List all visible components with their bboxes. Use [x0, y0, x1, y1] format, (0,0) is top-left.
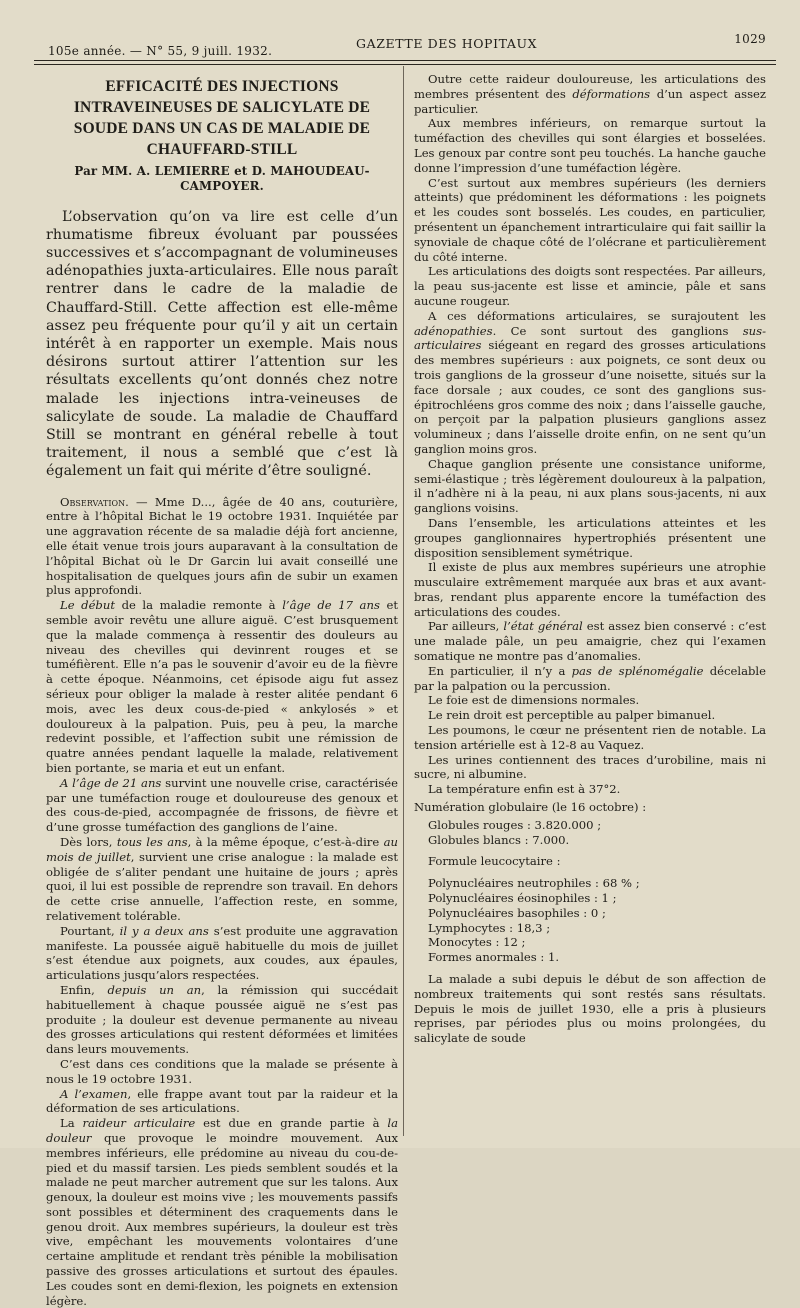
formes-anormales: Formes anormales : 1.: [428, 950, 560, 965]
age21-paragraph: A l’âge de 21 ans survint une nouvelle crise, caractérisée par une tuméfaction rouge et douloureuse des genoux et des cous-de-pied, accompagnée de frissons, de fièvre et d’une grosse tuméfaction des ganglions de l’aine.: [46, 775, 398, 835]
article-body-right: [414, 72, 766, 1046]
lymphocytes: Lymphocytes : 18,3 ;: [428, 920, 551, 935]
rein-line: Le rein droit est perceptible au palper bimanuel.: [428, 708, 716, 723]
pourtant-paragraph: Pourtant, il y a deux ans s’est produite une aggravation manifeste. La poussée aiguë habituelle du mois de juillet s’est étendue aux poignets, aux coudes, aux épaules, articulations jusqu’alors respectées.: [46, 923, 398, 983]
raideur-paragraph: La raideur articulaire est due en grande partie à la douleur que provoque le moindre mouvement. Aux membres inférieurs, elle prédomine au niveau du cou-de-pied et du massif tarsien. Les pieds semblent soudés et la malade ne peut marcher autrement que sur les talons. Aux genoux, la douleur est moins vive ; les mouvements passifs sont possibles et déterminent des craquements dans le genou droit. Aux membres supérieurs, la douleur est très vive, empêchant les mouvements volontaires d’une certaine amplitude et rendant très pénible la mobilisation passive des grosses articulations et surtout des épaules. Les coudes sont en demi-flexion, les poignets en extension légère.: [46, 1116, 398, 1308]
neutrophiles: Polynucléaires neutrophiles : 68 % ;: [428, 876, 640, 891]
globules-rouges: Globules rouges : 3.820.000 ;: [428, 817, 602, 832]
enfin-paragraph: Enfin, depuis un an, la rémission qui succédait habituellement à chaque poussée aiguë ne s’est pas produite ; la douleur est devenue permanente au niveau des grosses articulations qui restent déformées et limitées dans leurs mouvements.: [46, 982, 398, 1057]
blood-count: [414, 800, 766, 972]
intro-paragraph: L’observation qu’on va lire est celle d’un rhumatisme fibreux évoluant par poussées successives et s’accompagnant de volumineuses adénopathies juxta-articulaires. Elle nous paraît rentrer dans le cadre de la maladie de Chauffard-Still. Cette affection est elle-même assez peu fréquente pour qu’il y ait un certain intérêt à en rapporter un exemple. Mais nous désirons surtout attirer l’attention sur les résultats excellents qu’ont donnés chez notre malade les injections intra-veineuses de salicylate de soude. La maladie de Chauffard Still se montrant en général rebelle à tout traitement, il nous a semblé que c’est là également un fait qui mérite d’être souligné.: [46, 208, 398, 480]
basophiles: Polynucléaires basophiles : 0 ;: [428, 905, 606, 920]
eosinophiles: Polynucléaires éosinophiles : 1 ;: [428, 891, 617, 906]
conditions-paragraph: C’est dans ces conditions que la malade se présente à nous le 19 octobre 1931.: [46, 1056, 398, 1086]
poumons-paragraph: Les poumons, le cœur ne présentent rien de notable. La tension artérielle est à 12-8 au Vaquez.: [414, 723, 766, 752]
doigts-paragraph: Les articulations des doigts sont respectées. Par ailleurs, la peau sus-jacente est lisse et amincie, pâle et sans aucune rougeur.: [414, 264, 766, 308]
splenomegalie-paragraph: En particulier, il n’y a pas de splénomégalie décelable par la palpation ou la percussion.: [414, 663, 766, 693]
debut-paragraph: Le début de la maladie remonte à l’âge de 17 ans et semble avoir revêtu une allure aiguë. C’est brusquement que la malade commença à ressentir des douleurs au niveau des chevilles qui devinrent rouges et se tuméfièrent. Elle n’a pas le souvenir d’avoir eu de la fièvre à cette époque. Néanmoins, cet épisode aigu fut assez sérieux pour obliger la malade à rester alitée pendant 6 mois, avec les deux cous-de-pied « ankylosés » et douloureux à la palpation. Puis, peu à peu, la marche redevint possible, et l’affection subit une rémission de quatre années pendant laquelle la malade, relativement bien portante, se maria et eut un enfant.: [46, 598, 398, 775]
membres-superieurs-paragraph: C’est surtout aux membres supérieurs (les derniers atteints) que prédominent les déformations : les poignets et les coudes sont bosselés. Les coudes, en particulier, présentent un épanchement intrarticulaire qui fait saillir la synoviale de chaque côté de l’olécrane et particulièrement du côté interne.: [414, 175, 766, 264]
numeration-heading: Numération globulaire (le 16 octobre) :: [414, 800, 647, 815]
observation-paragraph: Observation. — Mme D..., âgée de 40 ans, couturière, entre à l’hôpital Bichat le 19 octobre 1931. Inquiétée par une aggravation récente de sa maladie déjà fort ancienne, elle était venue trois jours auparavant à la consultation de l’hôpital Bichat où le Dr Garcin lui avait conseillé une hospitalisation de quelques jours afin de subir un examen plus approfondi.: [46, 494, 398, 598]
monocytes: Monocytes : 12 ;: [428, 935, 526, 950]
formule-heading: Formule leucocytaire :: [428, 854, 561, 869]
journal-title: GAZETTE DES HOPITAUX: [356, 36, 538, 51]
examen-paragraph: A l’examen, elle frappe avant tout par la raideur et la déformation de ses articulations.: [46, 1086, 398, 1116]
article-authors: Par MM. A. LEMIERRE et D. MAHOUDEAU-CAMPOYER.: [74, 164, 370, 193]
adenopathies-paragraph: A ces déformations articulaires, se surajoutent les adénopathies. Ce sont surtout des ganglions sus-articulaires siégeant en regard des grosses articulations des membres supérieurs : aux poignets, ce sont deux ou trois ganglions de la grosseur d’une noisette, situés sur la face dorsale ; aux coudes, ce sont des ganglions sus-épitrochléens gros comme des noix ; dans l’aisselle gauche, on perçoit par la palpation plusieurs ganglions assez volumineux ; dans l’aisselle droite enfin, on ne sent qu’un ganglion moins gros.: [414, 308, 766, 456]
globules-blancs: Globules blancs : 7.000.: [428, 832, 570, 847]
outre-paragraph: Outre cette raideur douloureuse, les articulations des membres présentent des déformations d’un aspect assez particulier.: [414, 72, 766, 116]
ensemble-paragraph: Dans l’ensemble, les articulations atteintes et les groupes ganglionnaires hypertrophiés présentent une disposition sensiblement symétrique.: [414, 515, 766, 560]
article-title: EFFICACITÉ DES INJECTIONS INTRAVEINEUSES DE SALICYLATE DE SOUDE DANS UN CAS DE MALADIE DE CHAUFFARD-STILL: [73, 78, 371, 158]
observation-label: Observation.: [60, 494, 129, 509]
deslors-paragraph: Dès lors, tous les ans, à la même époque, c’est-à-dire au mois de juillet, survient une crise analogue : la malade est obligée de s’aliter pendant une huitaine de jours ; après quoi, il lui est possible de reprendre son travail. En dehors de cette crise annuelle, l’affection reste, en somme, relativement tolérable.: [46, 834, 399, 923]
article-body-left: [46, 495, 398, 1308]
issue-info: 105e année. — N° 55, 9 juill. 1932.: [48, 44, 273, 58]
header-rule-thin: [34, 64, 776, 65]
traitement-paragraph: La malade a subi depuis le début de son affection de nombreux traitements qui sont restés sans résultats. Depuis le mois de juillet 1930, elle a pris à plusieurs reprises, par périodes plus ou moins prolongées, du salicylate de soude: [414, 972, 766, 1046]
temperature-line: La température enfin est à 37°2.: [428, 782, 621, 797]
membres-inferieurs-paragraph: Aux membres inférieurs, on remarque surtout la tuméfaction des chevilles qui sont élargies et bosselées. Les genoux par contre sont peu touchés. La hanche gauche donne l’impression d’une tuméfaction légère.: [414, 116, 766, 175]
header-rule: [34, 60, 776, 61]
atrophie-paragraph: Il existe de plus aux membres supérieurs une atrophie musculaire extrêmement marquée aux bras et aux avant-bras, rendant plus apparente encore la tuméfaction des articulations des coudes.: [414, 560, 766, 619]
column-divider: [403, 66, 404, 1136]
right-column: [414, 72, 766, 1046]
urines-paragraph: Les urines contiennent des traces d’urobiline, mais ni sucre, ni albumine.: [414, 752, 766, 782]
page-header: [34, 30, 774, 60]
page-number: 1029: [734, 32, 766, 46]
article-intro: [46, 208, 398, 481]
etat-general-paragraph: Par ailleurs, l’état général est assez bien conservé : c’est une malade pâle, un peu amaigrie, chez qui l’examen somatique ne montre pas d’anomalies.: [414, 619, 766, 664]
ganglion-paragraph: Chaque ganglion présente une consistance uniforme, semi-élastique ; très légèrement douloureux à la palpation, il n’adhère ni à la peau, ni aux plans sous-jacents, ni aux ganglions voisins.: [414, 456, 766, 516]
left-column: [46, 72, 398, 1308]
foie-line: Le foie est de dimensions normales.: [428, 693, 640, 708]
